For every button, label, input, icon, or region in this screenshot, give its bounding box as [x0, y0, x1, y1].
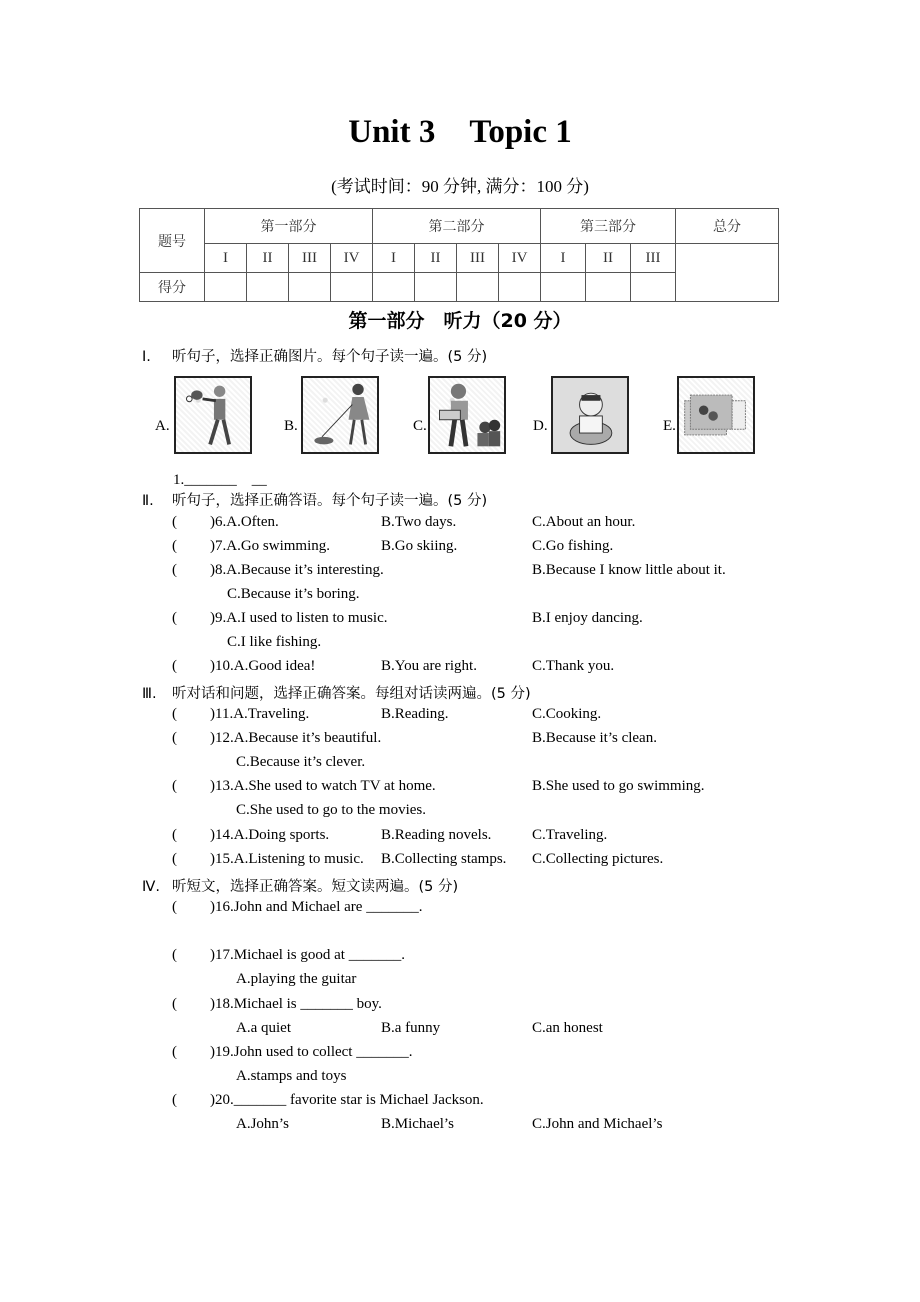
- part2-sec-3: III: [457, 244, 499, 273]
- option-c: C.Because it’s boring.: [227, 586, 360, 602]
- question-stem: )16.John and Michael are _______.: [210, 899, 423, 915]
- option-c: C.Thank you.: [532, 658, 615, 674]
- part1-title: 第一部分 听力（20 分）: [348, 310, 572, 332]
- answer-bracket[interactable]: (: [172, 658, 177, 674]
- question-stem: )20._______ favorite star is Michael Jackson.: [210, 1092, 484, 1108]
- option-c: C.Cooking.: [532, 706, 602, 722]
- answer-bracket[interactable]: (: [172, 730, 177, 746]
- part3-sec-1: I: [541, 244, 586, 273]
- question-stem: )14.A.Doing sports.: [210, 827, 330, 843]
- question-stem: )18.Michael is _______ boy.: [210, 996, 382, 1012]
- score-cell[interactable]: [541, 273, 586, 302]
- picture-e-label: E.: [663, 418, 676, 434]
- question-stem: )9.A.I used to listen to music.: [210, 610, 388, 626]
- score-row-header: 得分: [140, 273, 205, 302]
- answer-bracket[interactable]: (: [172, 1092, 177, 1108]
- option-a: A.John’s: [236, 1116, 289, 1132]
- question-stem: )19.John used to collect _______.: [210, 1044, 413, 1060]
- section1-heading: [142, 345, 487, 366]
- part3-sec-3: III: [631, 244, 676, 273]
- section2-instruction: 听句子，选择正确答语。每个句子读一遍。(5 分): [172, 493, 488, 509]
- section3-instruction: 听对话和问题，选择正确答案。每组对话读两遍。(5 分): [172, 686, 531, 702]
- part2-sec-1: I: [373, 244, 415, 273]
- option-c: C.I like fishing.: [227, 634, 322, 650]
- score-cell[interactable]: [247, 273, 289, 302]
- picture-a-label: A.: [155, 418, 170, 434]
- question-stem: )7.A.Go swimming.: [210, 538, 330, 554]
- part3-sec-2: II: [586, 244, 631, 273]
- section4-heading: [142, 875, 458, 896]
- option-b: B.Two days.: [381, 514, 457, 530]
- dog-walking-girl-picture: [301, 376, 379, 454]
- part1-sec-3: III: [289, 244, 331, 273]
- answer-bracket[interactable]: (: [172, 899, 177, 915]
- answer-bracket[interactable]: (: [172, 514, 177, 530]
- question-stem: )10.A.Good idea!: [210, 658, 316, 674]
- question-number-header: 题号: [140, 209, 205, 273]
- question-stem: )17.Michael is good at _______.: [210, 947, 405, 963]
- total-header: 总分: [676, 209, 779, 244]
- answer-bracket[interactable]: (: [172, 706, 177, 722]
- score-cell[interactable]: [499, 273, 541, 302]
- option-c: C.She used to go to the movies.: [236, 802, 426, 818]
- section1-instruction: 听句子，选择正确图片。每个句子读一遍。(5 分): [172, 349, 488, 365]
- option-b: B.Collecting stamps.: [381, 851, 507, 867]
- question-stem: )13.A.She used to watch TV at home.: [210, 778, 436, 794]
- answer-blank-line[interactable]: 1._______ __: [173, 472, 267, 488]
- score-cell[interactable]: [631, 273, 676, 302]
- section3-heading: [142, 682, 531, 703]
- option-b: B.Go skiing.: [381, 538, 458, 554]
- watering-flowers-man-picture: [428, 376, 506, 454]
- option-c: C.About an hour.: [532, 514, 636, 530]
- option-a: A.playing the guitar: [236, 971, 357, 987]
- option-c: C.an honest: [532, 1020, 603, 1036]
- picture-b-label: B.: [284, 418, 298, 434]
- answer-bracket[interactable]: (: [172, 1044, 177, 1060]
- score-cell[interactable]: [331, 273, 373, 302]
- option-c: C.Collecting pictures.: [532, 851, 664, 867]
- title-topic: Topic 1: [469, 114, 572, 150]
- score-cell[interactable]: [586, 273, 631, 302]
- title-unit: Unit 3: [348, 114, 436, 150]
- answer-bracket[interactable]: (: [172, 610, 177, 626]
- picture-d-label: D.: [533, 418, 548, 434]
- score-cell[interactable]: [415, 273, 457, 302]
- answer-bracket[interactable]: (: [172, 562, 177, 578]
- part1-header: 第一部分: [205, 209, 373, 244]
- answer-bracket[interactable]: (: [172, 996, 177, 1012]
- score-table: [139, 208, 779, 302]
- option-c: C.Traveling.: [532, 827, 608, 843]
- part1-sec-1: I: [205, 244, 247, 273]
- answer-bracket[interactable]: (: [172, 778, 177, 794]
- question-stem: )11.A.Traveling.: [210, 706, 310, 722]
- option-b: B.I enjoy dancing.: [532, 610, 643, 626]
- part1-sec-4: IV: [331, 244, 373, 273]
- question-stem: )12.A.Because it’s beautiful.: [210, 730, 382, 746]
- picture-c-label: C.: [413, 418, 427, 434]
- part2-header: 第二部分: [373, 209, 541, 244]
- answer-bracket[interactable]: (: [172, 827, 177, 843]
- section4-number: Ⅳ.: [142, 879, 160, 895]
- section1-number: Ⅰ.: [142, 349, 151, 365]
- option-b: B.Because I know little about it.: [532, 562, 726, 578]
- question-stem: )6.A.Often.: [210, 514, 279, 530]
- answer-bracket[interactable]: (: [172, 947, 177, 963]
- option-b: B.Michael’s: [381, 1116, 454, 1132]
- exam-info: (考试时间：90 分钟, 满分：100 分): [331, 177, 589, 196]
- option-b: B.a funny: [381, 1020, 441, 1036]
- option-b: B.You are right.: [381, 658, 477, 674]
- score-cell[interactable]: [373, 273, 415, 302]
- option-c: C.Go fishing.: [532, 538, 614, 554]
- part1-sec-2: II: [247, 244, 289, 273]
- section3-number: Ⅲ.: [142, 686, 157, 702]
- score-cell[interactable]: [457, 273, 499, 302]
- answer-bracket[interactable]: (: [172, 851, 177, 867]
- score-cell[interactable]: [205, 273, 247, 302]
- score-cell[interactable]: [289, 273, 331, 302]
- section2-heading: [142, 489, 487, 510]
- ping-pong-player-picture: [174, 376, 252, 454]
- question-stem: )8.A.Because it’s interesting.: [210, 562, 384, 578]
- question-stem: )15.A.Listening to music.: [210, 851, 364, 867]
- option-b: B.Because it’s clean.: [532, 730, 657, 746]
- swimming-boy-picture: [551, 376, 629, 454]
- answer-bracket[interactable]: (: [172, 538, 177, 554]
- option-c: C.John and Michael’s: [532, 1116, 663, 1132]
- section4-instruction: 听短文，选择正确答案。短文读两遍。(5 分): [172, 879, 459, 895]
- total-score-cell[interactable]: [676, 244, 779, 302]
- part3-header: 第三部分: [541, 209, 676, 244]
- option-b: B.Reading novels.: [381, 827, 492, 843]
- page-title: [0, 114, 920, 151]
- option-c: C.Because it’s clever.: [236, 754, 366, 770]
- option-a: A.stamps and toys: [236, 1068, 347, 1084]
- option-a: A.a quiet: [236, 1020, 291, 1036]
- option-b: B.Reading.: [381, 706, 449, 722]
- part2-sec-2: II: [415, 244, 457, 273]
- part2-sec-4: IV: [499, 244, 541, 273]
- stamps-picture: [677, 376, 755, 454]
- option-b: B.She used to go swimming.: [532, 778, 705, 794]
- section2-number: Ⅱ.: [142, 493, 154, 509]
